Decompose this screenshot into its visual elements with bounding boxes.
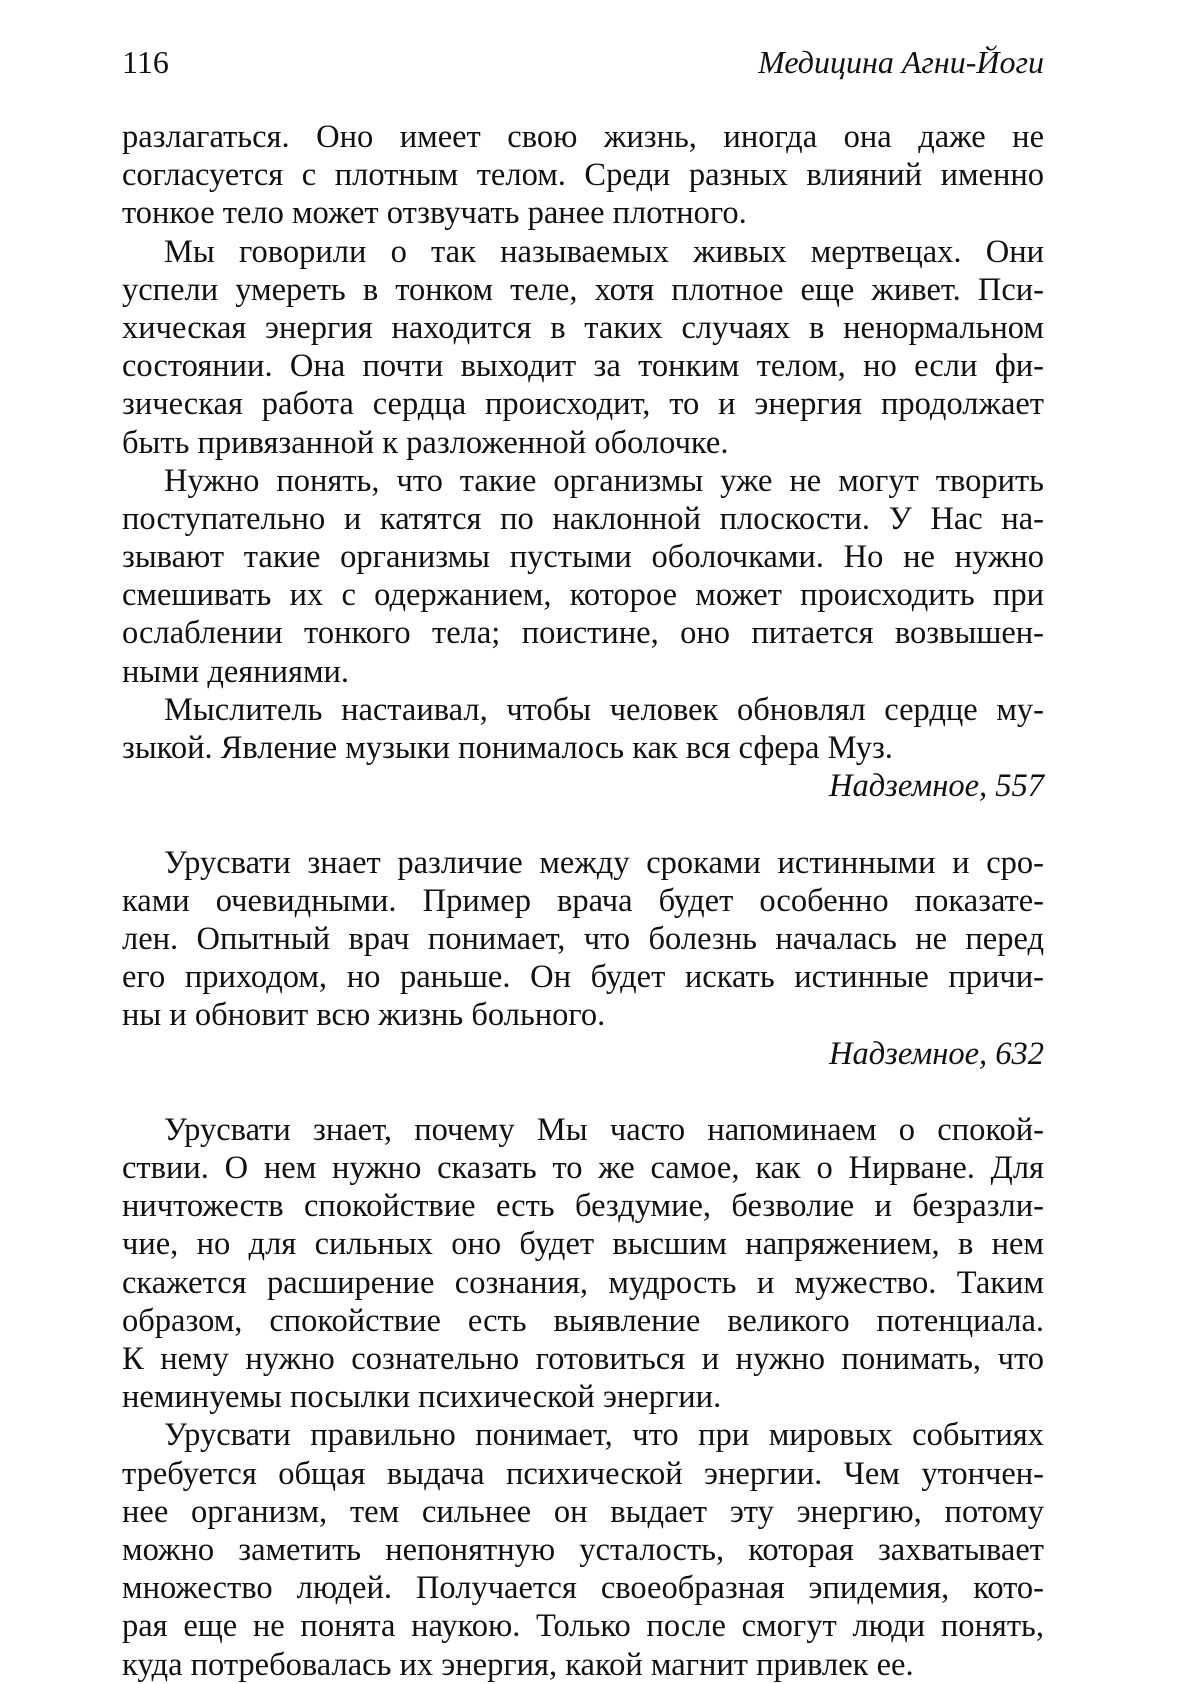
text-line: зыкой. Явление музыки понималось как вся сфера Муз. xyxy=(122,730,893,766)
paragraph xyxy=(122,462,1044,691)
text-line: его приходом, но раньше. Он будет искать истинные причи- xyxy=(122,959,1044,996)
text-line: лен. Опытный врач понимает, что болезнь началась не перед xyxy=(122,920,1044,957)
paragraph xyxy=(122,118,1044,233)
text-line: скажется расширение сознания, мудрость и мужество. Таким xyxy=(122,1264,1044,1301)
text-line: Мы говорили о так называемых живых мертвецах. Они xyxy=(164,233,1044,270)
text-line: тонкое тело может отзвучать ранее плотного. xyxy=(122,195,747,232)
text-line: ничтожеств спокойствие есть бездумие, безволие и безразли- xyxy=(122,1188,1044,1225)
text-line: образом, спокойствие есть выявление великого потенциала. xyxy=(122,1302,1044,1339)
paragraph xyxy=(122,233,1044,462)
text-line: смешивать их с одержанием, которое может происходить при xyxy=(122,577,1044,614)
text-line: ны и обновит всю жизнь больного. xyxy=(122,997,606,1034)
text-line: хическая энергия находится в таких случаях в ненормальном xyxy=(122,309,1044,346)
text-line: зическая работа сердца происходит, то и энергия продолжает xyxy=(122,386,1044,423)
text-line: разлагаться. Оно имеет свою жизнь, иногда она даже не xyxy=(122,119,1044,155)
text-line: состоянии. Она почти выходит за тонким телом, но если фи- xyxy=(122,348,1044,385)
text-line: Урусвати знает различие между сроками истинными и сро- xyxy=(164,844,1044,881)
text-line: поступательно и катятся по наклонной плоскости. У Нас на- xyxy=(122,500,1044,537)
text-line: требуется общая выдача психической энергии. Чем утончен- xyxy=(122,1455,1044,1492)
text-line: зывают такие организмы пустыми оболочками. Но не нужно xyxy=(122,539,1044,576)
text-line: неминуемы посылки психической энергии. xyxy=(122,1379,722,1416)
text-line: можно заметить непонятную усталость, которая захватывает xyxy=(122,1531,1044,1568)
text-line: быть привязанной к разложенной оболочке. xyxy=(122,424,729,461)
paragraph xyxy=(122,1416,1044,1683)
source-citation: Надземное, 557 xyxy=(829,768,1044,805)
text-line: чие, но для сильных оно будет высшим напряжением, в нем xyxy=(122,1226,1044,1263)
text-line: К нему нужно сознательно готовиться и нужно понимать, что xyxy=(122,1341,1044,1377)
text-line: ствии. О нем нужно сказать то же самое, как о Нирване. Для xyxy=(122,1150,1044,1187)
paragraph xyxy=(122,844,1044,1035)
text-line: ками очевидными. Пример врача будет особенно показате- xyxy=(122,882,1044,919)
page-header xyxy=(122,42,1044,82)
section-gap xyxy=(122,1073,1044,1111)
text-line: согласуется с плотным телом. Среди разных влияний именно xyxy=(122,157,1044,194)
page-number: 116 xyxy=(122,44,169,80)
text-line: рая еще не понята наукою. Только после смогут люди понять, xyxy=(122,1608,1044,1645)
text-line: множество людей. Получается своеобразная эпидемия, кото- xyxy=(122,1570,1044,1607)
paragraph xyxy=(122,1111,1044,1417)
running-title: Медицина Агни-Йоги xyxy=(758,44,1044,80)
text-line: ослаблении тонкого тела; поистине, оно питается возвышен- xyxy=(122,615,1044,652)
book-page xyxy=(122,42,1044,1684)
section-gap xyxy=(122,805,1044,843)
text-line: Нужно понять, что такие организмы уже не могут творить xyxy=(164,462,1044,499)
page-body xyxy=(122,118,1044,1684)
text-line: Мыслитель настаивал, чтобы человек обновлял сердце му- xyxy=(164,691,1044,728)
source-citation: Надземное, 632 xyxy=(829,1035,1044,1072)
text-line: Урусвати знает, почему Мы часто напоминаем о спокой- xyxy=(164,1111,1044,1148)
paragraph xyxy=(122,691,1044,767)
text-line: ными деяниями. xyxy=(122,653,350,690)
text-line: Урусвати правильно понимает, что при мировых событиях xyxy=(164,1417,1044,1454)
text-line: нее организм, тем сильнее он выдает эту энергию, потому xyxy=(122,1493,1044,1530)
text-line: куда потребовалась их энергия, какой магнит привлек ее. xyxy=(122,1646,914,1683)
text-line: успели умереть в тонком теле, хотя плотное еще живет. Пси- xyxy=(122,271,1044,308)
